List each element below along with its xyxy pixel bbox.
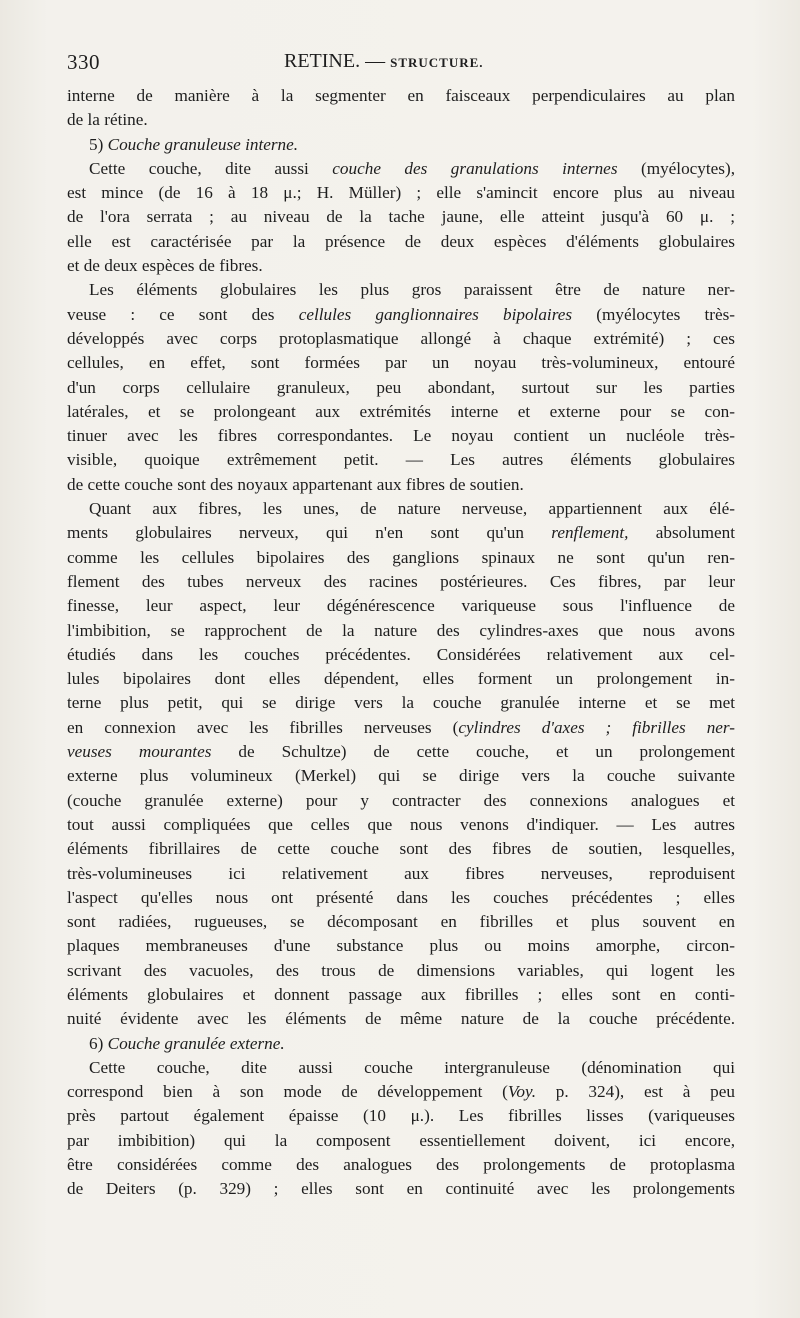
italic-term: renflement, <box>551 523 629 543</box>
running-head-subtitle: STRUCTURE. <box>390 55 484 70</box>
text-line: interne de manière à la segmenter en faisceaux perpendiculaires au plan <box>67 86 735 105</box>
text-line: scrivant des vacuoles, des trous de dimensions variables, qui logent les <box>67 960 735 980</box>
page-header <box>67 50 735 76</box>
text-line: près partout également épaisse (10 μ.). Les fibrilles lisses (variqueuses <box>67 1106 735 1126</box>
text-line: éléments fibrillaires de cette couche sont des fibres de soutien, lesquelles, <box>67 839 735 859</box>
body-text <box>67 84 735 1202</box>
text-line: est mince (de 16 à 18 μ.; H. Müller) ; elle s'amincit encore plus au niveau <box>67 183 735 203</box>
italic-term: Voy. <box>507 1082 537 1102</box>
text-line: par imbibition) qui la composent essentiellement doivent, ici encore, <box>67 1130 735 1150</box>
text-line: être considérées comme des analogues des prolongements de protoplasma <box>67 1155 735 1175</box>
text-line: veuses mourantes de Schultze) de cette couche, et un prolongement <box>67 742 735 762</box>
text-line: Les éléments globulaires les plus gros paraissent être de nature ner- <box>89 280 735 300</box>
text-line: externe plus volumineux (Merkel) qui se dirige vers la couche suivante <box>67 766 735 786</box>
running-head <box>284 50 484 73</box>
text-line: Cette couche, dite aussi couche intergranuleuse (dénomination qui <box>89 1057 735 1077</box>
italic-term: cylindres d'axes ; fibrilles ner- <box>458 717 735 737</box>
text-line: tinuer avec les fibres correspondantes. Le noyau contient un nucléole très- <box>67 426 735 446</box>
text-line: de l'ora serrata ; au niveau de la tache jaune, elle atteint jusqu'à 60 μ. ; <box>67 207 735 227</box>
page-number: 330 <box>67 50 100 74</box>
text-line: lules bipolaires dont elles dépendent, elles forment un prolongement in- <box>67 669 735 689</box>
text-line: de cette couche sont des noyaux appartenant aux fibres de soutien. <box>67 474 524 494</box>
heading-italic: Couche granulée externe. <box>107 1033 285 1053</box>
text-line: l'aspect qu'elles nous ont présenté dans les couches précédentes ; elles <box>67 887 735 907</box>
text-line: flement des tubes nerveux des racines postérieures. Ces fibres, par leur <box>67 571 735 591</box>
text-line: étudiés dans les couches précédentes. Considérées relativement aux cel- <box>67 644 735 664</box>
text-line: développés avec corps protoplasmatique allongé à chaque extrémité) ; ces <box>67 328 735 348</box>
text-line: finesse, leur aspect, leur dégénérescence variqueuse sous l'influence de <box>67 596 735 616</box>
text-line: ments globulaires nerveux, qui n'en sont qu'un renflement, absolument <box>67 523 735 543</box>
text-line: (couche granulée externe) pour y contracter des connexions analogues et <box>67 790 735 810</box>
text-line: Quant aux fibres, les unes, de nature nerveuse, appartiennent aux élé- <box>89 499 735 519</box>
text-line: plaques membraneuses d'une substance plus ou moins amorphe, circon- <box>67 936 735 956</box>
text-line: visible, quoique extrêmement petit. — Les autres éléments globulaires <box>67 450 735 470</box>
running-head-separator: — <box>365 50 386 72</box>
heading-italic: Couche granuleuse interne. <box>107 134 299 154</box>
text-line: en connexion avec les fibrilles nerveuses (cylindres d'axes ; fibrilles ner- <box>67 717 735 737</box>
text-line: nuité évidente avec les éléments de même nature de la couche précédente. <box>67 1009 735 1029</box>
text-line: sont radiées, rugueuses, se décomposant en fibrilles et plus souvent en <box>67 912 735 932</box>
running-head-title: RETINE. <box>284 50 361 72</box>
section-heading: 6) Couche granulée externe. <box>89 1033 285 1053</box>
text-line: éléments globulaires et donnent passage aux fibrilles ; elles sont en conti- <box>67 984 735 1004</box>
text-line: de la rétine. <box>67 110 148 130</box>
text-line: tout aussi compliquées que celles que nous venons d'indiquer. — Les autres <box>67 814 735 834</box>
text-line: Cette couche, dite aussi couche des granulations internes (myélocytes), <box>89 158 735 178</box>
text-line: très-volumineuses ici relativement aux fibres nerveuses, reproduisent <box>67 863 735 883</box>
italic-term: cellules ganglionnaires bipolaires <box>298 304 573 324</box>
text-line: d'un corps cellulaire granuleux, peu abondant, surtout sur les parties <box>67 377 735 397</box>
section-heading: 5) Couche granuleuse interne. <box>89 134 299 154</box>
italic-term: veuses mourantes <box>67 742 212 762</box>
text-line: veuse : ce sont des cellules ganglionnaires bipolaires (myélocytes très- <box>67 304 735 324</box>
text-line: terne plus petit, qui se dirige vers la couche granulée interne et se met <box>67 693 735 713</box>
text-line: elle est caractérisée par la présence de deux espèces d'éléments globulaires <box>67 231 735 251</box>
text-line: de Deiters (p. 329) ; elles sont en continuité avec les prolongements <box>67 1179 735 1199</box>
text-line: comme les cellules bipolaires des ganglions spinaux ne sont qu'un ren- <box>67 547 735 567</box>
italic-term: couche des granulations internes <box>332 158 618 178</box>
text-line: cellules, en effet, sont formées par un noyau très-volumineux, entouré <box>67 353 735 373</box>
text-line: correspond bien à son mode de développement (Voy. p. 324), est à peu <box>67 1082 735 1102</box>
text-line: latérales, et se prolongeant aux extrémités interne et externe pour se con- <box>67 401 735 421</box>
text-line: et de deux espèces de fibres. <box>67 256 263 276</box>
text-line: l'imbibition, se rapprochent de la nature des cylindres-axes que nous avons <box>67 620 735 640</box>
